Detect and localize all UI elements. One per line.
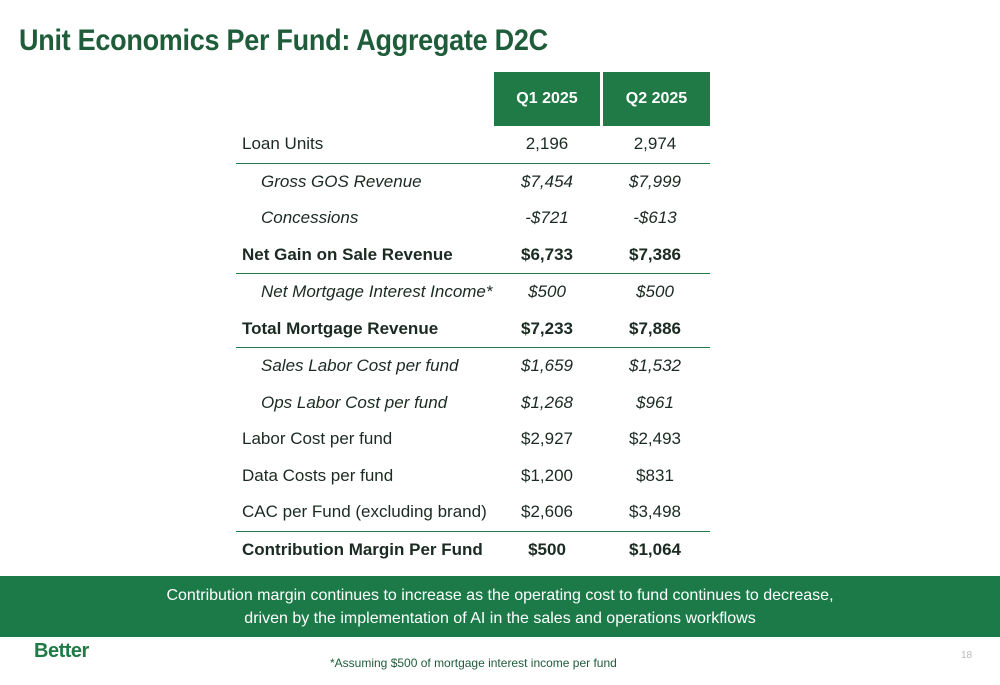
- q1-value: -$721: [525, 208, 569, 228]
- row-label: Ops Labor Cost per fund: [261, 392, 448, 412]
- summary-banner: [0, 576, 1000, 637]
- q1-value: $1,659: [521, 356, 573, 376]
- better-logo: Better: [34, 640, 89, 662]
- table-row: [236, 421, 710, 458]
- q1-value: $7,454: [521, 171, 573, 191]
- row-label: Net Mortgage Interest Income*: [261, 282, 493, 302]
- banner-line-1: Contribution margin continues to increase as the operating cost to fund continues to decrease,: [166, 586, 834, 604]
- q2-value: $7,999: [629, 171, 681, 191]
- q2-value: $2,493: [629, 429, 681, 449]
- column-header-q1: Q1 2025: [494, 72, 600, 126]
- column-header-q2: Q2 2025: [603, 72, 710, 126]
- table-row: [236, 273, 710, 311]
- table-row: [236, 458, 710, 495]
- table-row: [236, 531, 710, 569]
- q2-value: 2,974: [633, 134, 677, 154]
- table-row: [236, 237, 710, 274]
- row-label: CAC per Fund (excluding brand): [242, 502, 487, 522]
- page-title: Unit Economics Per Fund: Aggregate D2C: [19, 24, 548, 57]
- row-label: Data Costs per fund: [242, 465, 394, 485]
- q2-value: $1,064: [629, 539, 681, 559]
- table-row: [236, 385, 710, 422]
- header-spacer: [236, 72, 494, 126]
- row-label: Total Mortgage Revenue: [242, 318, 439, 338]
- row-label: Contribution Margin Per Fund: [242, 539, 483, 559]
- q2-value: -$613: [633, 208, 677, 228]
- table-header-row: [236, 72, 710, 126]
- row-label: Labor Cost per fund: [242, 429, 393, 449]
- row-label: Loan Units: [242, 134, 324, 154]
- footnote: *Assuming $500 of mortgage interest income per fund: [330, 656, 617, 670]
- table-row: [236, 163, 710, 201]
- banner-line-2: driven by the implementation of AI in the sales and operations workflows: [244, 609, 756, 627]
- q2-value: $961: [636, 392, 674, 412]
- table-row: [236, 311, 710, 348]
- q2-value: $7,386: [629, 244, 681, 264]
- page-number: 18: [961, 650, 973, 661]
- q2-value: $1,532: [629, 356, 681, 376]
- q1-value: $1,268: [521, 392, 573, 412]
- row-label: Concessions: [261, 208, 359, 228]
- q1-value: 2,196: [525, 134, 569, 154]
- row-label: Gross GOS Revenue: [261, 171, 422, 191]
- q1-value: $6,733: [521, 244, 573, 264]
- unit-economics-table: [236, 72, 710, 568]
- row-label: Sales Labor Cost per fund: [261, 356, 459, 376]
- table-row: [236, 200, 710, 237]
- q1-value: $1,200: [521, 465, 573, 485]
- q1-value: $500: [528, 282, 566, 302]
- q2-value: $7,886: [629, 318, 681, 338]
- q2-value: $831: [636, 465, 674, 485]
- q1-value: $7,233: [521, 318, 573, 338]
- q2-value: $3,498: [629, 502, 681, 522]
- q1-value: $500: [528, 539, 566, 559]
- table-row: [236, 126, 710, 163]
- q2-value: $500: [636, 282, 674, 302]
- q1-value: $2,606: [521, 502, 573, 522]
- q1-value: $2,927: [521, 429, 573, 449]
- table-row: [236, 494, 710, 531]
- table-row: [236, 347, 710, 385]
- row-label: Net Gain on Sale Revenue: [242, 244, 453, 264]
